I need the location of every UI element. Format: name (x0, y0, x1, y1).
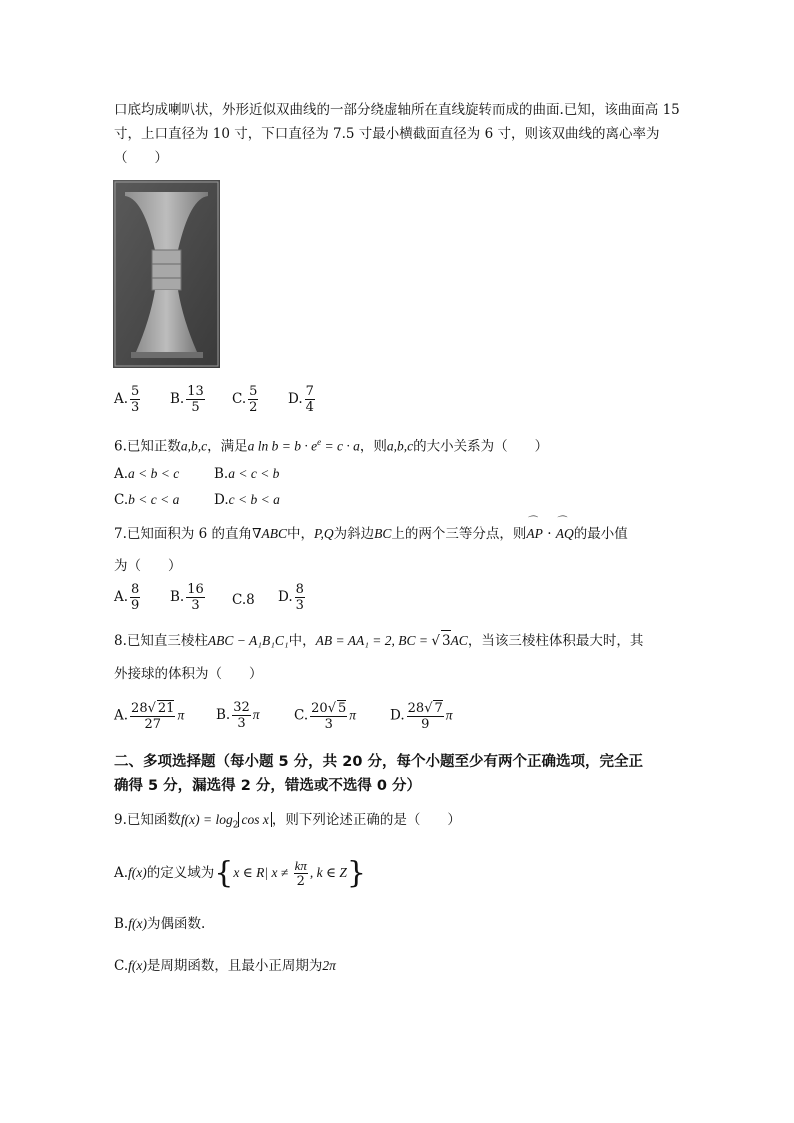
q8-option-b-den: 3 (237, 716, 246, 731)
q9-option-c-fx: f(x) (128, 958, 147, 973)
q5-line-2: 寸，上口直径为 10 寸，下口直径为 7.5 寸最小横截面直径为 6 寸，则该双曲线的离心率为 (114, 126, 660, 142)
q7-stem-b: 中， (287, 526, 314, 542)
q7-option-a-fraction (130, 582, 140, 613)
q8-option-a-fraction (130, 700, 175, 732)
q7-option-c[interactable] (232, 592, 255, 608)
q7-option-a[interactable] (114, 582, 142, 613)
q9-abs-cos: cos x (238, 812, 271, 827)
q7-pq: P,Q (314, 526, 334, 541)
q9-option-b-text: 为偶函数. (146, 916, 206, 932)
q5-option-c-den: 2 (249, 400, 258, 415)
q6-stem-a: 6.已知正数 (114, 438, 181, 455)
q7-option-d-num: 8 (295, 582, 304, 597)
q9-fx: f(x) = log (180, 812, 233, 827)
q7-option-d-den: 3 (295, 598, 304, 613)
q5-option-a-letter: A. (114, 391, 129, 407)
q6-option-b-letter: B. (214, 466, 229, 482)
q8-stem: 8.已知直三棱柱ABC − A₁B₁C₁中，AB = AA₁ = 2, BC = √ 3AC，当该三棱柱体积最大时，其 (114, 630, 643, 651)
q7-option-c-text: 8 (246, 592, 255, 608)
q6-option-b[interactable] (214, 466, 279, 482)
q5-option-b-num: 13 (187, 384, 204, 399)
q6-option-c-letter: C. (114, 492, 129, 508)
q9-option-c-text: 是周期函数，且最小正周期为 (146, 958, 323, 974)
q6-option-c[interactable] (114, 492, 179, 508)
q5-option-d-fraction (305, 384, 315, 415)
q7-vector-ap: ⌒ AP (526, 524, 543, 544)
q5-option-a-den: 3 (131, 400, 140, 415)
q8-option-b-num: 32 (233, 700, 250, 715)
q7-stem-c: 为斜边 (333, 526, 375, 542)
q8-option-a-num: 28√ 21 (131, 701, 175, 716)
q8-option-b-fraction (232, 700, 251, 731)
q8-prism: ABC − A₁B₁C₁ (207, 633, 289, 648)
right-brace-icon: } (346, 855, 366, 891)
q8-option-c-pi: π (349, 707, 357, 723)
section2-heading-line-1: 二、多项选择题（每小题 5 分，共 20 分，每个小题至少有两个正确选项，完全正 (114, 754, 643, 770)
q6-option-d-letter: D. (214, 492, 229, 508)
q5-option-b-fraction (186, 384, 205, 415)
q9-option-c-period: 2π (322, 958, 336, 973)
q9-option-a-den: 2 (296, 874, 305, 889)
q9-option-b-letter: B. (114, 916, 129, 932)
q7-bc: BC (374, 526, 392, 541)
q8-option-d-pi: π (445, 707, 453, 723)
q7-stem-e: 的最小值 (573, 526, 628, 542)
q9-option-a-set-b: , k ∈ Z (309, 865, 347, 880)
q6-vars: a,b,c (180, 438, 208, 454)
q8-sqrt3: 3 (441, 630, 451, 651)
q7-stem (114, 524, 628, 544)
q8-option-d[interactable] (390, 700, 453, 732)
q7-stem-d: 上的两个三等分点，则 (391, 526, 527, 542)
q6-option-a-letter: A. (114, 466, 129, 482)
q7-option-d-letter: D. (278, 589, 293, 605)
q8-option-c[interactable] (294, 700, 356, 732)
q5-option-d-letter: D. (288, 391, 303, 407)
q8-option-d-letter: D. (390, 707, 405, 724)
q7-option-b-letter: B. (170, 589, 185, 605)
q6-option-d[interactable] (214, 492, 280, 508)
q7-option-d-fraction (295, 582, 305, 613)
q5-option-b-den: 5 (191, 400, 200, 415)
q9-option-a[interactable] (114, 855, 366, 891)
q7-triangle: ∇ABC (252, 526, 287, 541)
q6-vars-2: a,b,c (386, 438, 414, 454)
q9-log-base: 2 (232, 820, 239, 831)
q5-option-d[interactable] (288, 384, 317, 415)
q5-option-c[interactable] (232, 384, 260, 415)
q7-stem-a: 7.已知面积为 6 的直角 (114, 526, 253, 542)
q8-option-c-rad: 5 (337, 701, 347, 716)
q7-option-d[interactable] (278, 582, 307, 613)
q9-option-b-fx: f(x) (128, 916, 147, 931)
q7-line-2: 为（ ） (114, 558, 182, 574)
q5-option-d-den: 4 (305, 400, 314, 415)
q8-stem-b: 中， (288, 633, 316, 649)
q9-option-b[interactable] (114, 914, 205, 934)
q8-option-b[interactable] (216, 700, 260, 731)
q5-option-b-letter: B. (170, 391, 185, 407)
q8-stem-c: ，当该三棱柱体积最大时，其 (467, 633, 644, 649)
q8-option-c-letter: C. (294, 707, 309, 724)
q8-option-d-fraction (407, 700, 444, 732)
q8-cond2: AC (450, 633, 468, 648)
section2-heading-line-2: 确得 5 分，漏选得 2 分，错选或不选得 0 分） (114, 778, 422, 794)
q5-option-d-num: 7 (305, 384, 314, 399)
q9-stem-b: ，则下列论述正确的是（ ） (271, 812, 461, 828)
q5-paren: （ ） (114, 150, 168, 166)
q6-cond-sup: e (317, 437, 322, 447)
q8-option-a-rad: 21 (157, 701, 175, 716)
q8-option-a-coef: 28 (131, 701, 148, 716)
q6-option-b-text: a < c < b (228, 466, 280, 481)
q6-stem-b: ，满足 (207, 438, 248, 455)
q8-stem-a: 8.已知直三棱柱 (114, 633, 208, 649)
q9-stem-a: 9.已知函数 (114, 812, 181, 828)
q9-option-a-text: 的定义域为 (146, 865, 215, 881)
q6-cond: a ln b = b · e (247, 438, 318, 454)
q6-option-c-text: b < c < a (128, 492, 180, 507)
q7-option-a-den: 9 (131, 598, 140, 613)
q8-option-c-num: 20√ 5 (311, 701, 347, 716)
q6-option-a[interactable] (114, 466, 179, 482)
q8-option-a-den: 27 (144, 717, 162, 732)
q9-option-c[interactable] (114, 956, 336, 976)
q8-option-d-coef: 28 (407, 701, 425, 716)
q5-option-c-fraction (248, 384, 258, 415)
q8-option-c-den: 3 (324, 717, 333, 732)
q9-option-a-fraction (294, 858, 308, 889)
q9-stem (114, 810, 461, 836)
q8-option-c-fraction (310, 700, 347, 732)
q5-option-c-num: 5 (249, 384, 258, 399)
q8-option-a-letter: A. (114, 707, 129, 724)
q5-line-1: 口底均成喇叭状，外形近似双曲线的一部分绕虚轴所在直线旋转而成的曲面.已知，该曲面高 15 (114, 102, 680, 118)
q7-vector-aq: ⌒ AQ (556, 524, 574, 544)
q9-option-a-fx: f(x) (128, 865, 147, 880)
q5-option-c-letter: C. (232, 391, 247, 407)
q5-option-a-num: 5 (131, 384, 140, 399)
q6-cond-c: = c · a (321, 438, 360, 454)
q8-option-b-pi: π (252, 707, 260, 722)
q5-option-b[interactable] (170, 384, 207, 415)
q9-option-c-letter: C. (114, 958, 129, 974)
q9-option-a-letter: A. (114, 865, 129, 881)
q8-option-b-letter: B. (216, 707, 231, 723)
q9-option-a-num: kπ (294, 858, 307, 873)
q8-option-a[interactable] (114, 700, 184, 732)
q8-option-a-pi: π (177, 707, 185, 723)
q8-option-d-rad: 7 (434, 701, 443, 716)
q6-stem-d: 的大小关系为（ ） (413, 438, 549, 455)
q8-option-d-num: 28√ 7 (407, 701, 443, 716)
q7-dot: · (542, 526, 556, 542)
q8-option-d-den: 9 (421, 717, 430, 732)
q8-cond: AB = AA₁ = 2, BC = (315, 633, 432, 648)
q7-option-b-den: 3 (191, 598, 200, 613)
q7-option-c-letter: C. (232, 592, 247, 608)
q7-option-b[interactable] (170, 582, 207, 613)
q6-stem-c: ，则 (359, 438, 387, 455)
q6-option-d-text: c < b < a (228, 492, 280, 507)
q8-line-2: 外接球的体积为（ ） (114, 666, 263, 682)
bronze-vase-photo (113, 180, 220, 368)
q5-option-a[interactable] (114, 384, 142, 415)
q7-option-b-fraction (186, 582, 205, 613)
q5-option-a-fraction (130, 384, 140, 415)
q7-option-a-letter: A. (114, 589, 129, 605)
q6-option-a-text: a < b < c (128, 466, 180, 481)
left-brace-icon: { (214, 855, 234, 891)
q9-option-a-set-a: x ∈ R| x ≠ (233, 865, 292, 880)
q6-stem (114, 432, 548, 457)
q7-option-b-num: 16 (187, 582, 204, 597)
q8-option-c-coef: 20 (311, 701, 328, 716)
q7-option-a-num: 8 (131, 582, 140, 597)
